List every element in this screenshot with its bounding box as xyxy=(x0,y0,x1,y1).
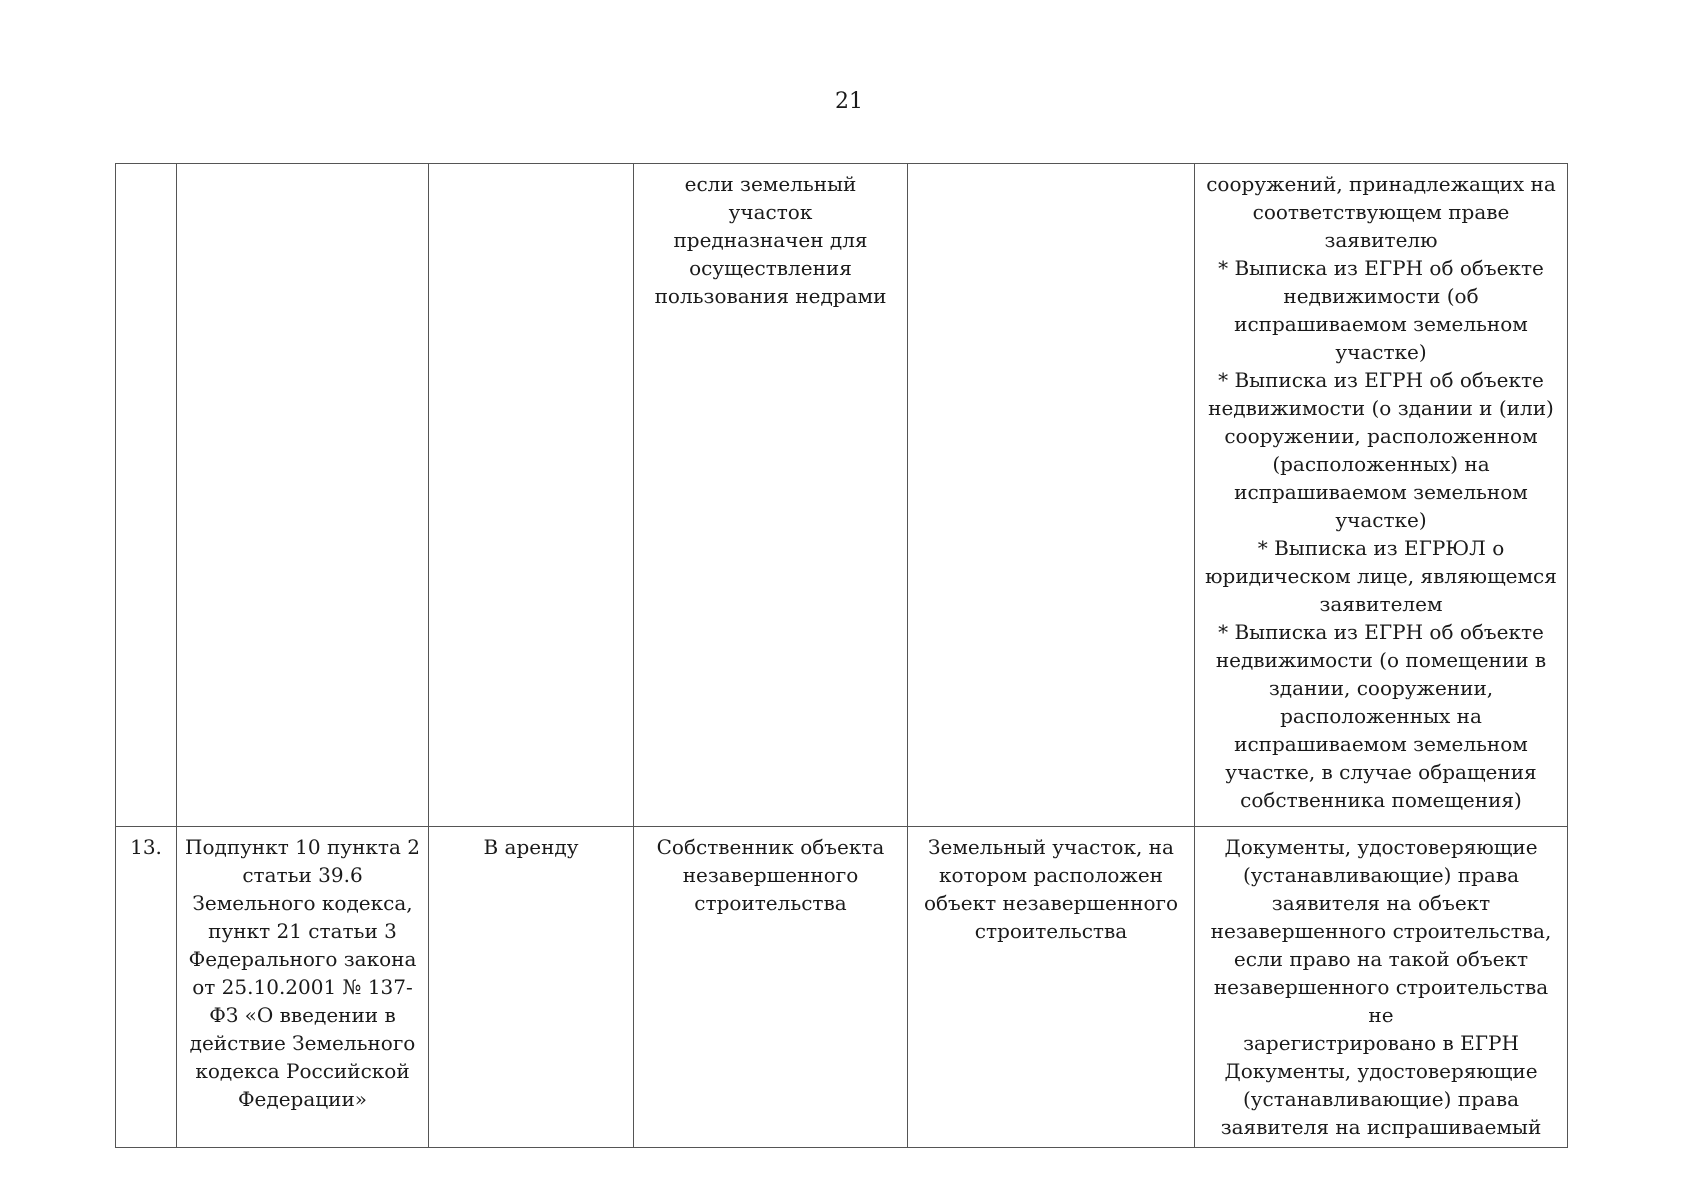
cell-land-plot xyxy=(908,164,1195,827)
cell-applicant: если земельный участок предназначен для осуществления пользования недрами xyxy=(634,164,908,827)
table-row xyxy=(116,827,1568,1148)
page-number: 21 xyxy=(835,89,863,114)
cell-legal-basis xyxy=(177,164,429,827)
cell-legal-basis: Подпункт 10 пункта 2 статьи 39.6 Земельного кодекса, пункт 21 статьи 3 Федерального закона от 25.10.2001 № 137- ФЗ «О введении в действие Земельного кодекса Российской Федерации» xyxy=(177,827,429,1148)
cell-applicant: Собственник объекта незавершенного строительства xyxy=(634,827,908,1148)
cell-right-type xyxy=(429,164,634,827)
cell-documents: сооружений, принадлежащих на соответствующем праве заявителю * Выписка из ЕГРН об объекте недвижимости (об испрашиваемом земельном участке) * Выписка из ЕГРН об объекте недвижимости (о здании и (или) сооружении, расположенном (расположенных) на испрашиваемом земельном участке) * Выписка из ЕГРЮЛ о юридическом лице, являющемся заявителем * Выписка из ЕГРН об объекте недвижимости (о помещении в здании, сооружении, расположенных на испрашиваемом земельном участке, в случае обращения собственника помещения) xyxy=(1195,164,1568,827)
cell-land-plot: Земельный участок, на котором расположен объект незавершенного строительства xyxy=(908,827,1195,1148)
cell-number: 13. xyxy=(116,827,177,1148)
documents-table xyxy=(115,163,1568,1148)
table-row xyxy=(116,164,1568,827)
cell-documents: Документы, удостоверяющие (устанавливающие) права заявителя на объект незавершенного строительства, если право на такой объект незавершенного строительства не зарегистрировано в ЕГРН Документы, удостоверяющие (устанавливающие) права заявителя на испрашиваемый xyxy=(1195,827,1568,1148)
cell-right-type: В аренду xyxy=(429,827,634,1148)
cell-number xyxy=(116,164,177,827)
